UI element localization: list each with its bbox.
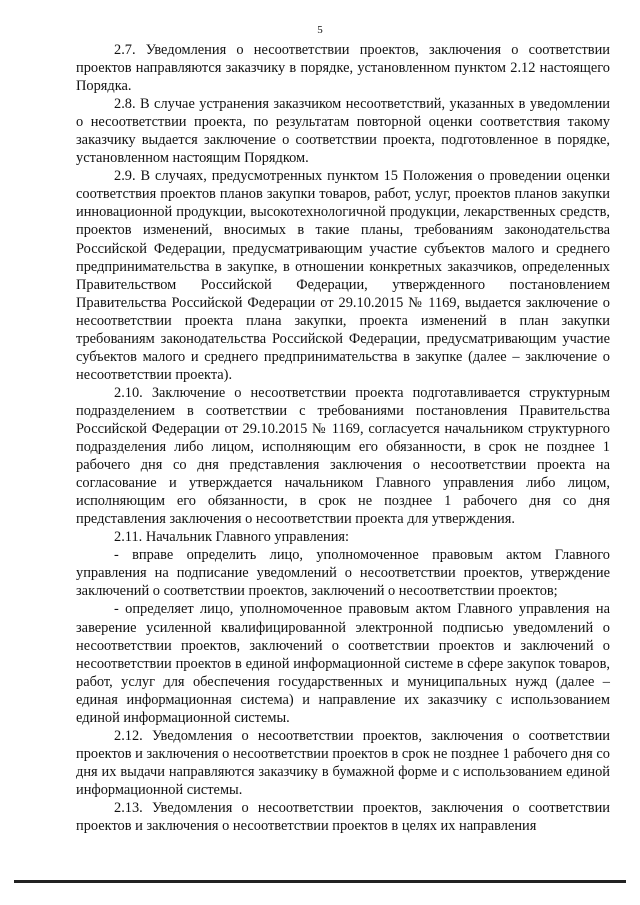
page-number: 5 [317,24,323,36]
paragraph-2-10: 2.10. Заключение о несоответствии проекта подготавливается структурным подразделением в соответствии с требованиями постановления Правительства Российской Федерации от 29.10.2015 № 1169, согласуется начальником структурного подразделения либо лицом, исполняющим его обязанности, в срок не позднее 1 рабочего дня со дня представления заключения о несоответствии проекта на согласование и утверждается начальником Главного управления либо лицом, исполняющим его обязанности, в срок не позднее 1 рабочего дня со дня представления заключения о несоответствии проекта для утверждения. [76,384,610,528]
list-item-duty: - определяет лицо, уполномоченное правовым актом Главного управления на заверение усиленной квалифицированной электронной подписью уведомлений о несоответствии проектов, заключений о соответствии проектов и заключений о несоответствии проектов в единой информационной системе в сфере закупок товаров, работ, услуг для обеспечения государственных и муниципальных нужд (далее – единая информационная система) и направление их заказчику с использованием единой информационной системы. [76,601,610,726]
paragraph-2-8: 2.8. В случае устранения заказчиком несоответствий, указанных в уведомлении о несоответствии проекта, по результатам повторной оценки соответствия такому заказчику выдается заключение о соответствии проекта, подготовленное в порядке, установленном настоящим Порядком. [76,96,610,167]
paragraph-2-12: 2.12. Уведомления о несоответствии проектов, заключения о соответствии проектов и заключения о несоответствии проектов в срок не позднее 1 рабочего дня со дня их выдачи направляются заказчику в бумажной форме и с использованием единой информационной системы. [76,727,610,798]
paragraph-2-7: 2.7. Уведомления о несоответствии проектов, заключения о соответствии проектов направляются заказчику в порядке, установленном пунктом 2.12 настоящего Порядка. [76,42,610,95]
paragraph-2-9: 2.9. В случаях, предусмотренных пунктом 15 Положения о проведении оценки соответствия проектов планов закупки товаров, работ, услуг, проектов планов закупки инновационной продукции, высокотехнологичной продукции, лекарственных средств, проектов изменений, вносимых в такие планы, требованиям законодательства Российской Федерации, предусматривающим участие субъектов малого и среднего предпринимательства в закупке, в отношении конкретных заказчиков, определенных Правительством Российской Федерации, утвержденного постановлением Правительства Российской Федерации от 29.10.2015 № 1169, выдается заключение о несоответствии проекта плана закупки, проекта изменений в план закупки требованиям законодательства Российской Федерации, предусматривающим участие субъектов малого и среднего предпринимательства в закупке (далее – заключение о несоответствии проекта). [76,168,610,383]
list-item-right: - вправе определить лицо, уполномоченное правовым актом Главного управления на подписание уведомлений о несоответствии проектов, утверждение заключений о соответствии проектов, заключений о несоответствии проектов; [76,547,610,600]
document-body [76,41,610,835]
paragraph-2-13: 2.13. Уведомления о несоответствии проектов, заключения о соответствии проектов и заключения о несоответствии проектов в целях их направления [76,799,610,835]
page-bottom-border [14,880,626,883]
paragraph-2-11: 2.11. Начальник Главного управления: [114,529,350,546]
